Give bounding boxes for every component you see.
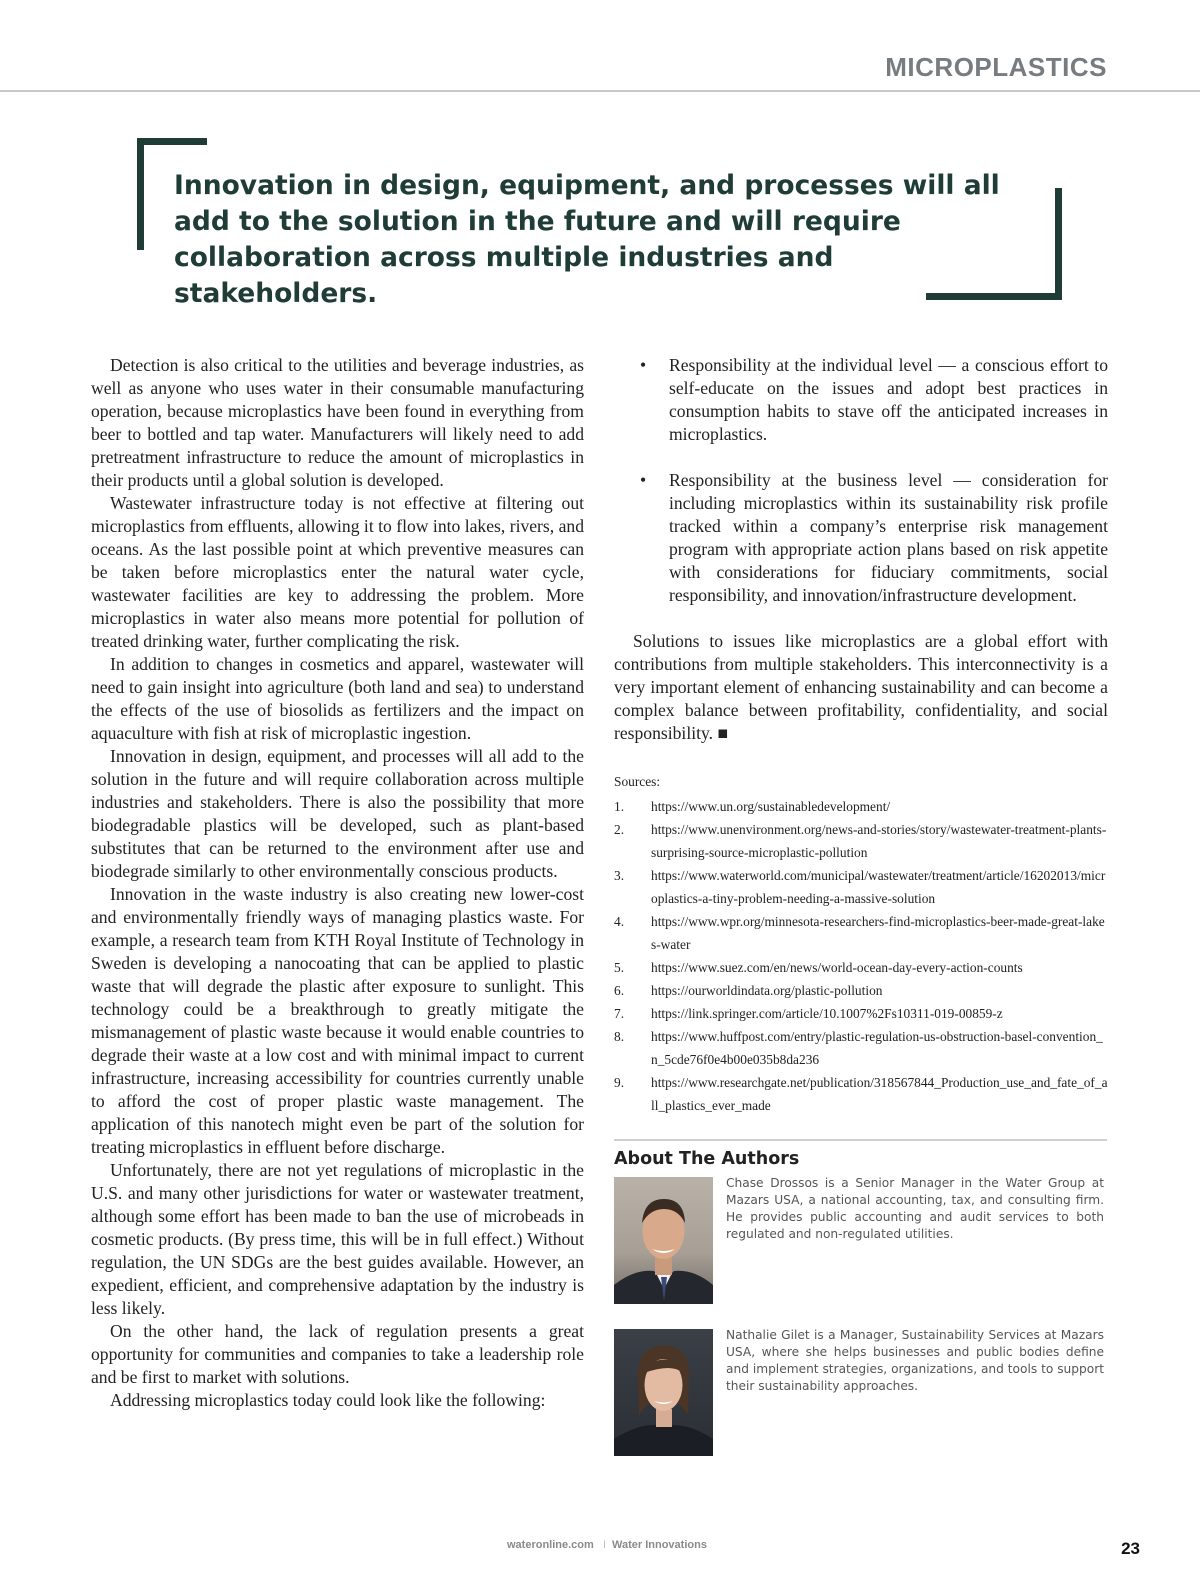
source-item [614, 1002, 1108, 1025]
quote-bracket-left [137, 138, 144, 250]
source-link[interactable]: https://www.unenvironment.org/news-and-stories/story/wastewater-treatment-plants-surprising-source-microplastic-pollution [651, 822, 1107, 860]
page-number: 23 [1121, 1539, 1140, 1558]
source-item [614, 956, 1108, 979]
body-paragraph: Innovation in the waste industry is also creating new lower-cost and environmentally friendly ways of managing plastics waste. For example, a research team from KTH Royal Institute of Technology in Sweden is developing a nanocoating that can be applied to plastic waste that will degrade the plastic after exposure to sunlight. This technology could be a breakthrough to greatly mitigate the mismanagement of plastic waste because it would enable countries to degrade their waste at a low cost and with minimal impact to current infrastructure, increasing accessibility for countries currently unable to afford the cost of proper plastic waste management. The application of this nanotech might even be part of the solution for treating microplastics in effluent before discharge. [91, 884, 584, 1157]
source-number: 1. [614, 799, 625, 814]
footer-publication: Water Innovations [612, 1539, 707, 1551]
source-item [614, 818, 1108, 864]
source-link[interactable]: https://www.waterworld.com/municipal/wastewater/treatment/article/16202013/microplastics-a-tiny-problem-needing-a-massive-solution [651, 868, 1106, 906]
pull-quote-text: Innovation in design, equipment, and processes will all add to the solution in the future and will require collaboration across multiple industries and stakeholders. [174, 170, 1000, 309]
left-column [91, 354, 584, 1412]
source-number: 5. [614, 960, 625, 975]
header-rule [0, 90, 1200, 92]
sources [614, 772, 1108, 1117]
quote-bracket-left-top [137, 138, 207, 145]
authors-heading: About The Authors [614, 1149, 800, 1169]
body-paragraph: Innovation in design, equipment, and processes will all add to the solution in the future and will require collaboration across multiple industries and stakeholders. There is also the possibility that more biodegradable plastics will be developed, such as plant-based substitutes that can be returned to the environment after use and biodegrade similarly to other environmentally conscious products. [91, 746, 584, 881]
source-number: 9. [614, 1075, 625, 1090]
footer-site[interactable]: wateronline.com [507, 1539, 594, 1551]
source-number: 7. [614, 1006, 625, 1021]
source-number: 8. [614, 1029, 625, 1044]
quote-bracket-right [1055, 188, 1062, 300]
bullet-dot: • [640, 470, 647, 490]
source-number: 4. [614, 914, 625, 929]
author-bio: Chase Drossos is a Senior Manager in the Water Group at Mazars USA, a national accounting, tax, and consulting firm. He provides public accounting and audit services to both regulated and non-regulated utilities. [726, 1176, 1104, 1241]
body-paragraph: In addition to changes in cosmetics and apparel, wastewater will need to gain insight into agriculture (both land and sea) to understand the effects of the use of biosolids as fertilizers and the impact on aquaculture with fish at risk of microplastic ingestion. [91, 654, 584, 743]
bullet-item [614, 469, 1108, 607]
source-item [614, 864, 1108, 910]
source-number: 6. [614, 983, 625, 998]
bullet-dot: • [640, 355, 647, 375]
closing-paragraph: Solutions to issues like microplastics are a global effort with contributions from multiple stakeholders. This interconnectivity is a very important element of enhancing sustainability and can become a complex balance between profitability, confidentiality, and social responsibility. ■ [614, 631, 1108, 743]
author-photo-nathalie-gilet [614, 1329, 713, 1456]
body-paragraph: Wastewater infrastructure today is not effective at filtering out microplastics from effluents, allowing it to flow into lakes, rivers, and oceans. As the last possible point at which preventive measures can be taken before microplastics enter the natural water cycle, wastewater facilities are key to addressing the problem. More microplastics in water also means more potential for pollution of treated drinking water, further complicating the risk. [91, 493, 584, 651]
source-link[interactable]: https://www.un.org/sustainabledevelopment/ [651, 799, 891, 814]
authors-divider [614, 1139, 1107, 1141]
author-portrait-1 [614, 1177, 713, 1304]
source-item [614, 910, 1108, 956]
section-label: MICROPLASTICS [885, 52, 1107, 82]
source-item [614, 795, 1108, 818]
bullet-item [614, 354, 1108, 446]
source-link[interactable]: https://www.wpr.org/minnesota-researchers-find-microplastics-beer-made-great-lakes-water [651, 914, 1105, 952]
source-number: 3. [614, 868, 625, 883]
source-link[interactable]: https://ourworldindata.org/plastic-pollution [651, 983, 883, 998]
bullet-list [614, 354, 1108, 607]
right-column [614, 354, 1108, 745]
footer-separator: I [603, 1539, 607, 1551]
body-paragraph: Addressing microplastics today could look like the following: [110, 1390, 546, 1410]
author-photo-chase-drossos [614, 1177, 713, 1304]
body-paragraph: On the other hand, the lack of regulation presents a great opportunity for communities and companies to take a leadership role and be first to market with solutions. [91, 1321, 584, 1387]
body-paragraph: Unfortunately, there are not yet regulations of microplastic in the U.S. and many other jurisdictions for water or wastewater treatment, although some effort has been made to ban the use of microbeads in cosmetic products. (By press time, this will be in full effect.) Without regulation, the UN SDGs are the best guides available. However, an expedient, efficient, and comprehensive adaptation by the industry is less likely. [91, 1160, 584, 1318]
sources-title: Sources: [614, 774, 661, 789]
bullet-text: Responsibility at the individual level — a conscious effort to self-educate on the issues and adopt best practices in consumption habits to stave off the anticipated increases in microplastics. [669, 355, 1108, 444]
pull-quote [137, 138, 1062, 309]
source-link[interactable]: https://www.researchgate.net/publication/318567844_Production_use_and_fate_of_all_plastics_ever_made [651, 1075, 1108, 1113]
source-link[interactable]: https://link.springer.com/article/10.1007%2Fs10311-019-00859-z [651, 1006, 1003, 1021]
source-item [614, 1071, 1108, 1117]
source-item [614, 1025, 1108, 1071]
source-item [614, 979, 1108, 1002]
bullet-text: Responsibility at the business level — consideration for including microplastics within its sustainability risk profile tracked within a company’s enterprise risk management program with appropriate action plans based on risk appetite with considerations for fiduciary commitments, social responsibility, and innovation/infrastructure development. [669, 470, 1108, 605]
source-link[interactable]: https://www.suez.com/en/news/world-ocean-day-every-action-counts [651, 960, 1023, 975]
sources-list [614, 795, 1108, 1117]
source-number: 2. [614, 822, 625, 837]
source-link[interactable]: https://www.huffpost.com/entry/plastic-regulation-us-obstruction-basel-convention_n_5cde76f0e4b00e035b8da236 [651, 1029, 1103, 1067]
author-bio: Nathalie Gilet is a Manager, Sustainability Services at Mazars USA, where she helps businesses and public bodies define and implement strategies, organizations, and tools to support their sustainability approaches. [726, 1328, 1104, 1393]
body-paragraph: Detection is also critical to the utilities and beverage industries, as well as anyone who uses water in their consumable manufacturing operation, because microplastics have been found in everything from beer to bottled and tap water. Manufacturers will likely need to add pretreatment infrastructure to reduce the amount of microplastics in their products until a global solution is developed. [91, 355, 584, 490]
author-portrait-2 [614, 1329, 713, 1456]
